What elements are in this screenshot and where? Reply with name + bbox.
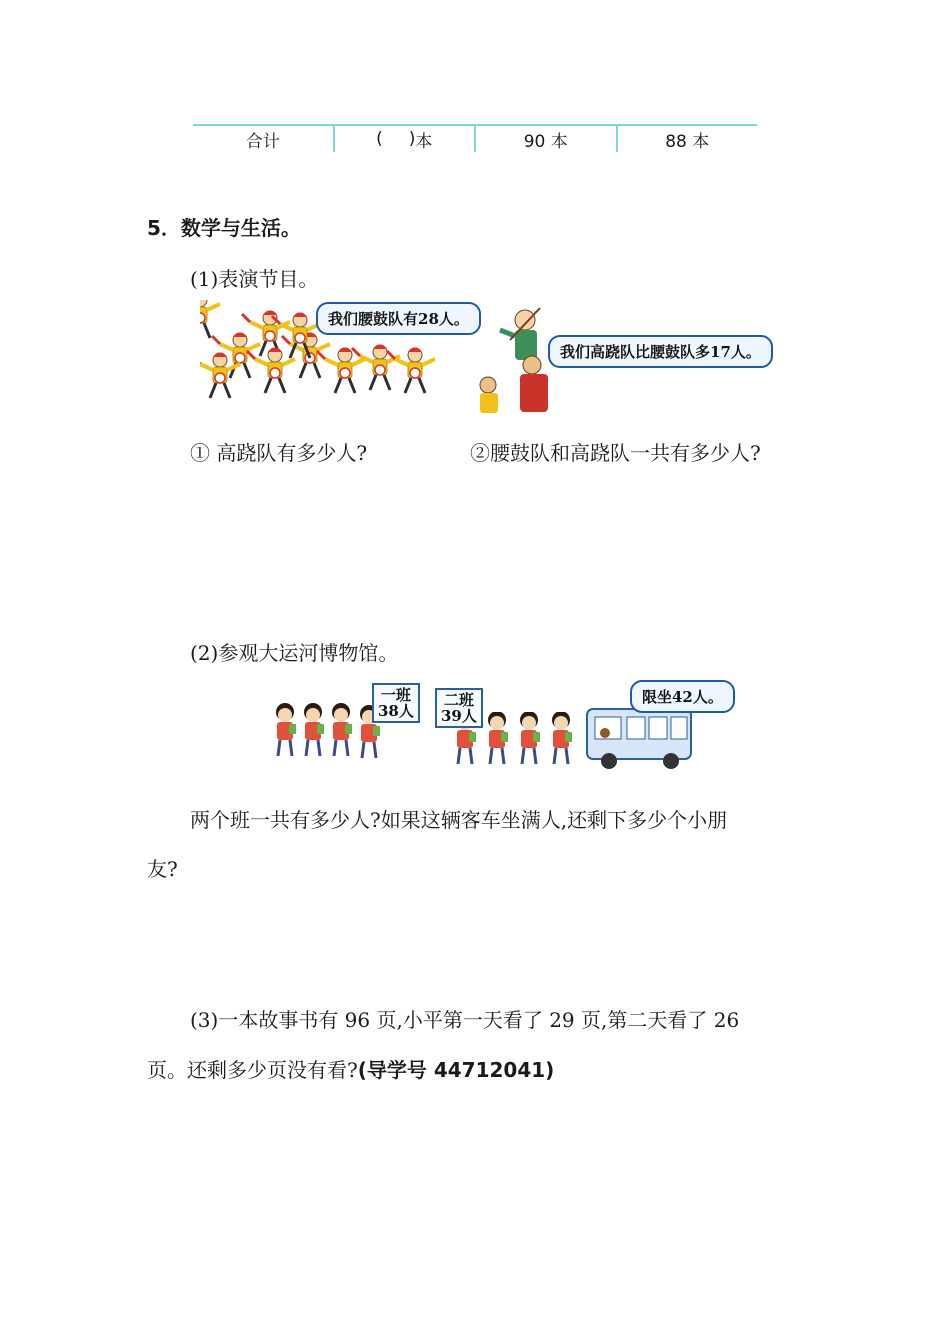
class1-sign-line2: 38人: [378, 702, 414, 720]
part3-line2: [147, 1047, 554, 1093]
stilt-team-illustration: [470, 300, 560, 415]
part2-question-line1: 两个班一共有多少人?如果这辆客车坐满人,还剩下多少个小朋: [190, 808, 728, 832]
table-cell-90: 90 本: [474, 126, 616, 152]
part3-line1: (3)一本故事书有 96 页,小平第一天看了 29 页,第二天看了 26: [190, 1008, 740, 1032]
bus-illustration: [585, 705, 695, 771]
speech-bubble-stilt-team: 我们高跷队比腰鼓队多17人。: [548, 335, 773, 368]
part1-label: (1)表演节目。: [190, 267, 319, 291]
class2-sign-line2: 39人: [441, 707, 477, 725]
part2-question-line2: 友?: [147, 857, 178, 881]
class2-sign: [435, 688, 483, 728]
table-cell-88: 88 本: [616, 126, 758, 152]
unit-label: 本: [415, 131, 433, 152]
sub-question-1: ① 高跷队有多少人?: [190, 441, 368, 465]
paren-close: ): [408, 129, 416, 149]
part2-label: (2)参观大运河博物馆。: [190, 641, 399, 665]
question-title: 5．数学与生活。: [147, 216, 301, 240]
class1-sign: [372, 683, 420, 723]
speech-bubble-drum-team: 我们腰鼓队有28人。: [316, 302, 481, 335]
bus-capacity-bubble: 限坐42人。: [630, 680, 735, 713]
table-cell-blank: [333, 126, 475, 152]
guide-reference-number: (导学号 44712041): [357, 1058, 555, 1082]
table-total-row: [193, 124, 757, 152]
class1-sign-line1: 一班: [380, 686, 411, 704]
paren-open: (: [376, 129, 383, 149]
part3-question-text: 页。还剩多少页没有看?: [147, 1058, 358, 1082]
sub-question-2: ②腰鼓队和高跷队一共有多少人?: [470, 441, 761, 465]
class2-sign-line1: 二班: [443, 691, 474, 709]
table-cell-total-label: 合计: [245, 131, 280, 152]
